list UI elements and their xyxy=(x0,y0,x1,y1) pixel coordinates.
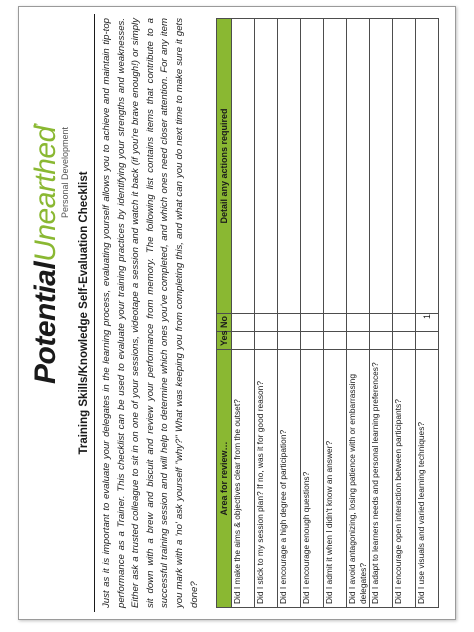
table-row xyxy=(301,19,324,608)
table-row xyxy=(278,19,301,608)
yes-cell[interactable] xyxy=(278,332,301,350)
row-question: Did I encourage a high degree of participation? xyxy=(278,350,301,608)
table-row xyxy=(347,19,370,608)
row-question: Did I adapt to learners needs and personal learning preferences? xyxy=(370,350,393,608)
no-cell[interactable] xyxy=(370,314,393,332)
no-cell[interactable] xyxy=(232,314,255,332)
detail-cell[interactable] xyxy=(301,19,324,314)
row-question: Did I admit it when I didn't know an answer? xyxy=(324,350,347,608)
row-question: Did I encourage open interaction between participants? xyxy=(393,350,416,608)
table-row xyxy=(393,19,416,608)
logo-brand-light: Unearthed xyxy=(29,126,62,262)
detail-cell[interactable] xyxy=(393,19,416,314)
no-cell[interactable] xyxy=(278,314,301,332)
intro-paragraph: Just as it is important to evaluate your delegates in the learning process, evaluating yourself allows you to achieve and maintain tip-top performance as a Trainer. This checklist can be used to evaluate your training practices by identifying your strengths and weaknesses. Either ask a trusted colleague to sit in on one of your sessions, videotape a session and watch it back (if you're brave enough!) or simply sit down with a brew and biscuit and review your performance from memory. The following list contains items that contribute to a successful training session and will help to determine which ones you've completed, and which ones need closer attention. For any item you mark with a 'no' ask yourself "why?" What was keeping you from completing this, and what can you do next time to make sure it gets done? xyxy=(101,18,200,608)
yes-cell[interactable] xyxy=(416,332,439,350)
no-cell[interactable] xyxy=(301,314,324,332)
no-cell[interactable] xyxy=(324,314,347,332)
company-logo xyxy=(30,124,70,384)
document-title: Training Skills/Knowledge Self-Evaluation Checklist xyxy=(78,14,95,612)
row-question: Did I use visuals and varied learning techniques? xyxy=(416,350,439,608)
row-question: Did I avoid antagonizing, losing patience with or embarrassing delegates? xyxy=(347,350,370,608)
table-row xyxy=(370,19,393,608)
no-cell[interactable] xyxy=(255,314,278,332)
leaf-icon: ❜ xyxy=(33,122,45,126)
detail-cell[interactable] xyxy=(255,19,278,314)
yes-cell[interactable] xyxy=(370,332,393,350)
page-number: 1 xyxy=(422,313,432,319)
no-cell[interactable] xyxy=(347,314,370,332)
yes-cell[interactable] xyxy=(393,332,416,350)
detail-cell[interactable] xyxy=(278,19,301,314)
header-detail: Detail any actions required xyxy=(217,19,232,314)
row-question: Did I stick to my session plan? If no, was it for good reason? xyxy=(255,350,278,608)
table-row xyxy=(232,19,255,608)
row-question: Did I encourage enough questions? xyxy=(301,350,324,608)
evaluation-checklist-table xyxy=(216,18,439,608)
yes-cell[interactable] xyxy=(347,332,370,350)
checklist-sheet xyxy=(26,14,446,612)
logo-tagline: Personal Development xyxy=(60,126,70,218)
detail-cell[interactable] xyxy=(232,19,255,314)
table-row xyxy=(255,19,278,608)
logo-wordmark xyxy=(30,124,62,384)
yes-cell[interactable] xyxy=(255,332,278,350)
table-row xyxy=(324,19,347,608)
no-cell[interactable] xyxy=(393,314,416,332)
table-header-row xyxy=(217,19,232,608)
detail-cell[interactable] xyxy=(416,19,439,314)
detail-cell[interactable] xyxy=(347,19,370,314)
detail-cell[interactable] xyxy=(324,19,347,314)
logo-brand-bold: Potential xyxy=(29,261,62,384)
yes-cell[interactable] xyxy=(232,332,255,350)
header-yes: Yes xyxy=(217,332,232,350)
yes-cell[interactable] xyxy=(301,332,324,350)
rotated-page-viewport xyxy=(26,14,446,612)
detail-cell[interactable] xyxy=(370,19,393,314)
header-area: Area for review… xyxy=(217,350,232,608)
yes-cell[interactable] xyxy=(324,332,347,350)
row-question: Did I make the aims & objectives clear from the outset? xyxy=(232,350,255,608)
header-no: No xyxy=(217,314,232,332)
